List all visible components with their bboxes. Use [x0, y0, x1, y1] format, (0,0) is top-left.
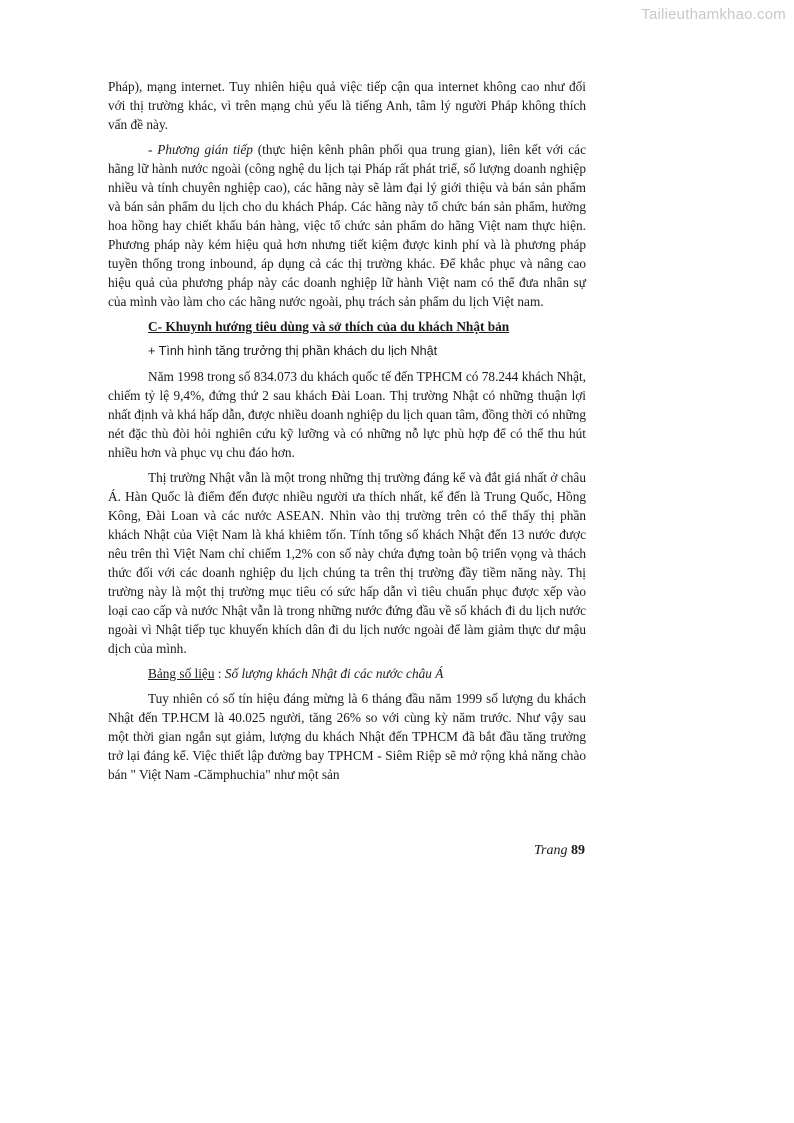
paragraph-2-lead: -	[148, 142, 158, 157]
subheading: + Tình hình tăng trưởng thị phần khách du lịch Nhật	[148, 344, 438, 358]
page-number: 89	[571, 843, 585, 858]
section-heading: C- Khuynh hướng tiêu dùng và sở thích của du khách Nhật bản	[148, 319, 510, 334]
table-caption-separator: :	[214, 666, 225, 681]
table-caption-label: Bảng số liệu	[148, 666, 215, 681]
table-caption	[108, 664, 586, 683]
page-footer	[534, 843, 585, 859]
document-body	[108, 77, 586, 790]
paragraph-5: Tuy nhiên có số tín hiệu đáng mừng là 6 tháng đầu năm 1999 số lượng du khách Nhật đến TP.HCM là 40.025 người, tăng 26% so với cùng kỳ năm trước. Như vậy sau một thời gian ngắn sụt giảm, lượng du khách Nhật đến TPHCM đã bắt đầu tăng trưởng trở lại đáng kể. Việc thiết lập đường bay TPHCM - Siêm Riệp sẽ mở rộng khả năng chào bán " Việt Nam -Cămphuchia" như một sản	[108, 691, 586, 782]
page-label: Trang	[534, 843, 568, 858]
paragraph-2-text: (thực hiện kênh phân phối qua trung gian), liên kết với các hãng lữ hành nước ngoài (công nghệ du lịch tại Pháp rất phát triể, số lượng doanh nghiệp nhiều và tính chuyên nghiệp cao), các hãng này sẽ làm đại lý giới thiệu và bán sản phẩm và bán sản phẩm du lịch cho du khách Pháp. Các hãng này tổ chức bán sản phẩm, hưởng hoa hồng hay chiết khấu bán hàng, việc tổ chức sản phẩm do hãng Việt nam thực hiện. Phương pháp này kém hiệu quả hơn nhưng tiết kiệm được kinh phí và là phương pháp tuyền thống trong inbound, áp dụng cả các thị trường khác. Để khắc phục và nâng cao hiệu quả của phương pháp này các doanh nghiệp lữ hành Việt nam có thể đưa nhân sự của mình vào làm cho các hãng nước ngoài, phụ trách sản phẩm du lịch Việt nam.	[108, 142, 586, 309]
paragraph-4: Thị trường Nhật vẫn là một trong những thị trường đáng kể và đắt giá nhất ở châu Á. Hàn Quốc là điểm đến được nhiều người ưa thích nhất, kế đến là Trung Quốc, Hồng Kông, Đài Loan và các nước ASEAN. Nhìn vào thị trường trên có thể thấy thị phần khách Nhật của Việt Nam là khá khiêm tốn. Tính tổng số khách Nhật đến 13 nước được nêu trên thì Việt Nam chỉ chiếm 1,2% con số này chứa đựng toàn bộ triển vọng và thách thức đối với các doanh nghiệp du lịch chúng ta trên thị trường đầy tiềm năng này. Thị trường này là một thị trường mục tiêu có sức hấp dẫn vì tiêu chuẩn phục được xếp vào loại cao cấp và nước Nhật vẫn là trong những nước đứng đầu về số khách đi du lịch nước ngoài vì Nhật tiếp tục khuyến khích dân đi du lịch nước ngoài để làm giảm thực dư mậu dịch của mình.	[108, 470, 586, 656]
table-caption-title: Số lượng khách Nhật đi các nước châu Á	[224, 666, 444, 681]
paragraph-3: Năm 1998 trong số 834.073 du khách quốc tế đến TPHCM có 78.244 khách Nhật, chiếm tỷ lệ 9,4%, đứng thứ 2 sau khách Đài Loan. Thị trường Nhật có những thuận lợi nhất định và khá hấp dẫn, được nhiều doanh nghiệp du lịch quan tâm, đồng thời có những nét đặc thù đòi hỏi nghiên cứu kỹ lưỡng và có những nỗ lực phù hợp để có thể thu hút nhiều hơn và phục vụ chu đáo hơn.	[108, 369, 586, 460]
paragraph-1: Pháp), mạng internet. Tuy nhiên hiệu quả việc tiếp cận qua internet không cao như đối với thị trường khác, vì trên mạng chủ yếu là tiếng Anh, tâm lý người Pháp không thích vấn đề này.	[108, 79, 586, 132]
paragraph-2	[108, 140, 586, 311]
site-watermark: Tailieuthamkhao.com	[641, 6, 786, 23]
paragraph-2-emphasis: Phương gián tiếp	[157, 142, 253, 157]
